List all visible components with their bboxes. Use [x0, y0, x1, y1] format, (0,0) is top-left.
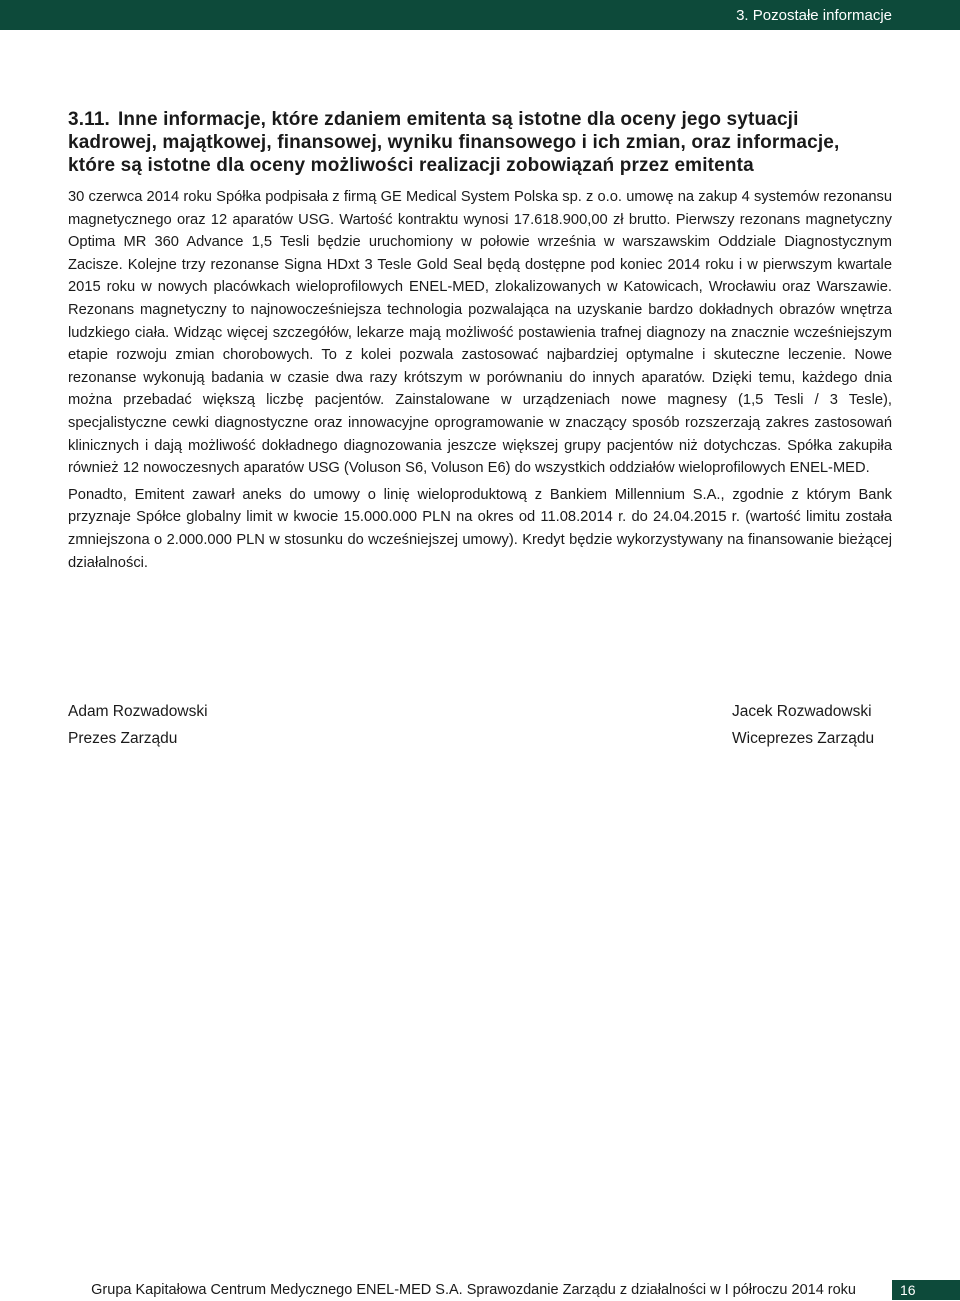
signatory-role: Wiceprezes Zarządu — [732, 730, 875, 747]
signature-left — [68, 698, 208, 752]
paragraph-bank-annex: Ponadto, Emitent zawarł aneks do umowy o linię wieloproduktową z Bankiem Millennium S.A., zgodnie z którym Bank przyznaje Spółce globalny limit w kwocie 15.000.000 PLN na okres od 11.08.2014 r. do 24.04.2015 r. (wartość limitu została zmniejszona o 2.000.000 PLN w stosunku do wcześniejszej umowy). Kredyt będzie wykorzystywany na finansowanie bieżącej działalności. — [68, 486, 892, 571]
header-bar — [0, 0, 960, 30]
page-footer — [0, 1279, 960, 1301]
section-title: 3. Pozostałe informacje — [736, 7, 892, 24]
section-heading-text: Inne informacje, które zdaniem emitenta są istotne dla oceny jego sytuacji kadrowej, majątkowej, finansowej, wyniku finansowego i ich zmian, oraz informacje, które są istotne dla oceny możliwości realizacji zobowiązań przez emitenta — [68, 109, 840, 176]
section-number: 3.11. — [68, 109, 110, 130]
footer-text: Grupa Kapitałowa Centrum Medycznego ENEL-MED S.A. Sprawozdanie Zarządu z działalności w I półroczu 2014 roku — [91, 1282, 856, 1298]
paragraph-ge-contract: 30 czerwca 2014 roku Spółka podpisała z firmą GE Medical System Polska sp. z o.o. umowę na zakup 4 systemów rezonansu magnetycznego oraz 12 aparatów USG. Wartość kontraktu wynosi 17.618.900,00 zł brutto. Pierwszy rezonans magnetyczny Optima MR 360 Advance 1,5 Tesli będzie uruchomiony w połowie września w warszawskim Oddziale Diagnostycznym Zacisze. Kolejne trzy rezonanse Signa HDxt 3 Tesle Gold Seal będą dostępne pod koniec 2014 roku i w pierwszym kwartale 2015 roku w nowych placówkach wieloprofilowych ENEL-MED, zlokalizowanych w Katowicach, Wrocławiu oraz Warszawie. Rezonans magnetyczny to najnowocześniejsza technologia pozwalająca na uzyskanie bardzo dokładnych obrazów wnętrza ludzkiego ciała. Widząc więcej szczegółów, lekarze mają możliwość postawienia trafnej diagnozy na znacznie wcześniejszym etapie rozwoju zmian chorobowych. To z kolei pozwala zastosować najbardziej optymalne i skuteczne leczenie. Nowe rezonanse wykonują badania w czasie dwa razy krótszym w porównaniu do innych aparatów. Dzięki temu, każdego dnia można przebadać większą liczbę pacjentów. Zainstalowane w urządzeniach nowe magnesy (1,5 Tesli / 3 Tesle), specjalistyczne cewki diagnostyczne oraz innowacyjne oprogramowanie w znaczący sposób rozszerzają zakres zastosowań klinicznych i dają możliwość dokładnego diagnozowania jeszcze większej grupy pacjentów niż dotychczas. Spółka zakupiła również 12 nowoczesnych aparatów USG (Voluson S6, Voluson E6) do wszystkich oddziałów wieloprofilowych ENEL-MED. — [68, 189, 892, 477]
signature-right — [732, 698, 874, 752]
section-3-11 — [68, 108, 892, 574]
signatory-role: Prezes Zarządu — [68, 730, 178, 747]
signatory-name: Jacek Rozwadowski — [732, 703, 872, 720]
section-heading — [68, 108, 892, 177]
signatory-name: Adam Rozwadowski — [68, 703, 208, 720]
page-number: 16 — [892, 1280, 960, 1300]
